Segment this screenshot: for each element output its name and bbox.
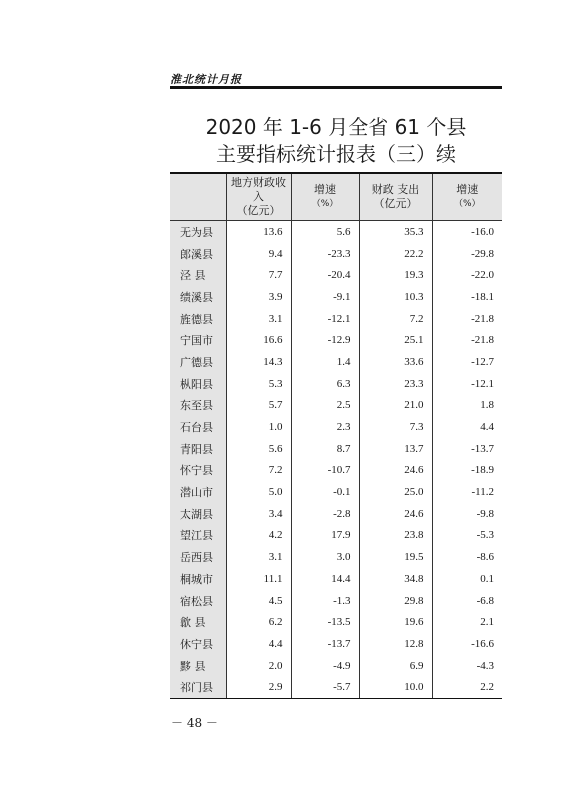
county-name: 休宁县: [170, 633, 226, 655]
page-title: 2020 年 1-6 月全省 61 个县: [205, 115, 467, 139]
header-expenditure: [359, 174, 432, 221]
header-revenue-growth: [291, 174, 359, 221]
expenditure-growth-value: -16.0: [432, 221, 502, 243]
expenditure-value: 19.5: [359, 546, 432, 568]
expenditure-value: 22.2: [359, 243, 432, 265]
revenue-growth-value: 5.6: [291, 221, 359, 243]
revenue-growth-value: -20.4: [291, 264, 359, 286]
revenue-value: 4.5: [226, 590, 291, 612]
revenue-value: 11.1: [226, 568, 291, 590]
expenditure-growth-value: -9.8: [432, 503, 502, 525]
expenditure-value: 34.8: [359, 568, 432, 590]
header-expenditure-label: 财政 支出: [371, 183, 420, 196]
table-row: [170, 676, 502, 698]
revenue-value: 9.4: [226, 243, 291, 265]
expenditure-value: 24.6: [359, 503, 432, 525]
revenue-growth-value: -1.3: [291, 590, 359, 612]
revenue-growth-value: -2.8: [291, 503, 359, 525]
revenue-growth-value: -12.1: [291, 308, 359, 330]
revenue-value: 2.0: [226, 655, 291, 677]
revenue-growth-value: -13.7: [291, 633, 359, 655]
header-expenditure-unit: （亿元）: [373, 197, 418, 210]
revenue-value: 3.4: [226, 503, 291, 525]
expenditure-growth-value: -12.1: [432, 373, 502, 395]
expenditure-growth-value: -8.6: [432, 546, 502, 568]
county-name: 望江县: [170, 525, 226, 547]
expenditure-value: 19.3: [359, 264, 432, 286]
county-name: 枞阳县: [170, 373, 226, 395]
expenditure-growth-value: -22.0: [432, 264, 502, 286]
expenditure-growth-value: 2.2: [432, 676, 502, 698]
header-rule: [170, 86, 502, 89]
table-row: [170, 286, 502, 308]
county-name: 广德县: [170, 351, 226, 373]
expenditure-value: 33.6: [359, 351, 432, 373]
table-row: [170, 416, 502, 438]
expenditure-growth-value: -29.8: [432, 243, 502, 265]
expenditure-value: 35.3: [359, 221, 432, 243]
county-name: 东至县: [170, 395, 226, 417]
table-row: [170, 243, 502, 265]
expenditure-value: 10.0: [359, 676, 432, 698]
expenditure-growth-value: -21.8: [432, 329, 502, 351]
county-name: 桐城市: [170, 568, 226, 590]
county-name: 黟 县: [170, 655, 226, 677]
county-name: 歙 县: [170, 611, 226, 633]
page-number: － 48 －: [171, 716, 218, 730]
header-revenue-label: 地方财政收入: [231, 176, 286, 203]
expenditure-value: 7.3: [359, 416, 432, 438]
revenue-value: 5.6: [226, 438, 291, 460]
revenue-growth-value: -10.7: [291, 460, 359, 482]
revenue-value: 5.0: [226, 481, 291, 503]
table-row: [170, 568, 502, 590]
county-name: 太湖县: [170, 503, 226, 525]
county-name: 无为县: [170, 221, 226, 243]
expenditure-growth-value: 0.1: [432, 568, 502, 590]
county-name: 郎溪县: [170, 243, 226, 265]
expenditure-growth-value: 4.4: [432, 416, 502, 438]
header-revenue-growth-label: 增速: [314, 183, 336, 196]
revenue-value: 14.3: [226, 351, 291, 373]
county-name: 怀宁县: [170, 460, 226, 482]
table-row: [170, 590, 502, 612]
revenue-value: 13.6: [226, 221, 291, 243]
revenue-value: 4.4: [226, 633, 291, 655]
expenditure-value: 12.8: [359, 633, 432, 655]
table-row: [170, 655, 502, 677]
revenue-value: 2.9: [226, 676, 291, 698]
county-name: 潜山市: [170, 481, 226, 503]
county-name: 宿松县: [170, 590, 226, 612]
expenditure-growth-value: 1.8: [432, 395, 502, 417]
county-name: 祁门县: [170, 676, 226, 698]
table-row: [170, 351, 502, 373]
expenditure-growth-value: 2.1: [432, 611, 502, 633]
expenditure-growth-value: -13.7: [432, 438, 502, 460]
expenditure-growth-value: -12.7: [432, 351, 502, 373]
revenue-value: 5.3: [226, 373, 291, 395]
expenditure-value: 24.6: [359, 460, 432, 482]
expenditure-growth-value: -21.8: [432, 308, 502, 330]
table-header-row: [170, 174, 502, 221]
table-row: [170, 308, 502, 330]
table-row: [170, 525, 502, 547]
expenditure-value: 10.3: [359, 286, 432, 308]
publication-name: 淮北统计月报: [170, 73, 242, 86]
expenditure-growth-value: -5.3: [432, 525, 502, 547]
expenditure-growth-value: -18.9: [432, 460, 502, 482]
table-row: [170, 264, 502, 286]
revenue-growth-value: 6.3: [291, 373, 359, 395]
table-row: [170, 611, 502, 633]
revenue-growth-value: 14.4: [291, 568, 359, 590]
table-row: [170, 438, 502, 460]
revenue-value: 5.7: [226, 395, 291, 417]
revenue-value: 1.0: [226, 416, 291, 438]
table-row: [170, 546, 502, 568]
expenditure-value: 19.6: [359, 611, 432, 633]
table-row: [170, 373, 502, 395]
expenditure-value: 23.3: [359, 373, 432, 395]
expenditure-value: 13.7: [359, 438, 432, 460]
county-name: 宁国市: [170, 329, 226, 351]
revenue-value: 16.6: [226, 329, 291, 351]
revenue-value: 4.2: [226, 525, 291, 547]
expenditure-value: 25.1: [359, 329, 432, 351]
table-bottom-rule: [170, 698, 502, 699]
table-row: [170, 329, 502, 351]
header-revenue-growth-unit: （%）: [311, 199, 339, 209]
header-expenditure-growth-unit: （%）: [453, 199, 481, 209]
expenditure-value: 6.9: [359, 655, 432, 677]
county-name: 旌德县: [170, 308, 226, 330]
expenditure-value: 21.0: [359, 395, 432, 417]
header-expenditure-growth: [432, 174, 502, 221]
expenditure-value: 25.0: [359, 481, 432, 503]
county-name: 绩溪县: [170, 286, 226, 308]
revenue-value: 7.2: [226, 460, 291, 482]
expenditure-growth-value: -11.2: [432, 481, 502, 503]
table-row: [170, 503, 502, 525]
table-row: [170, 395, 502, 417]
county-name: 石台县: [170, 416, 226, 438]
expenditure-growth-value: -4.3: [432, 655, 502, 677]
table-row: [170, 633, 502, 655]
expenditure-value: 29.8: [359, 590, 432, 612]
revenue-value: 3.9: [226, 286, 291, 308]
header-expenditure-growth-label: 增速: [456, 183, 479, 196]
header-revenue-unit: （亿元）: [236, 204, 281, 217]
revenue-growth-value: -4.9: [291, 655, 359, 677]
county-name: 岳西县: [170, 546, 226, 568]
revenue-value: 6.2: [226, 611, 291, 633]
revenue-growth-value: 2.3: [291, 416, 359, 438]
table-body: [170, 221, 502, 699]
expenditure-growth-value: -16.6: [432, 633, 502, 655]
county-name: 泾 县: [170, 264, 226, 286]
header-revenue: [226, 174, 291, 221]
revenue-growth-value: 2.5: [291, 395, 359, 417]
revenue-growth-value: 8.7: [291, 438, 359, 460]
revenue-growth-value: -13.5: [291, 611, 359, 633]
expenditure-growth-value: -18.1: [432, 286, 502, 308]
revenue-growth-value: 3.0: [291, 546, 359, 568]
expenditure-value: 7.2: [359, 308, 432, 330]
table-row: [170, 481, 502, 503]
revenue-value: 3.1: [226, 308, 291, 330]
county-name: 青阳县: [170, 438, 226, 460]
table-row: [170, 221, 502, 243]
statistics-table-wrapper: [170, 172, 502, 699]
expenditure-growth-value: -6.8: [432, 590, 502, 612]
revenue-growth-value: 1.4: [291, 351, 359, 373]
revenue-growth-value: -9.1: [291, 286, 359, 308]
revenue-value: 3.1: [226, 546, 291, 568]
revenue-growth-value: -12.9: [291, 329, 359, 351]
revenue-growth-value: 17.9: [291, 525, 359, 547]
header-county: [170, 174, 226, 221]
revenue-growth-value: -0.1: [291, 481, 359, 503]
revenue-growth-value: -23.3: [291, 243, 359, 265]
revenue-value: 7.7: [226, 264, 291, 286]
page-subtitle: 主要指标统计报表（三）续: [216, 142, 456, 166]
expenditure-value: 23.8: [359, 525, 432, 547]
revenue-growth-value: -5.7: [291, 676, 359, 698]
table-row: [170, 460, 502, 482]
county-statistics-table: [170, 174, 502, 698]
